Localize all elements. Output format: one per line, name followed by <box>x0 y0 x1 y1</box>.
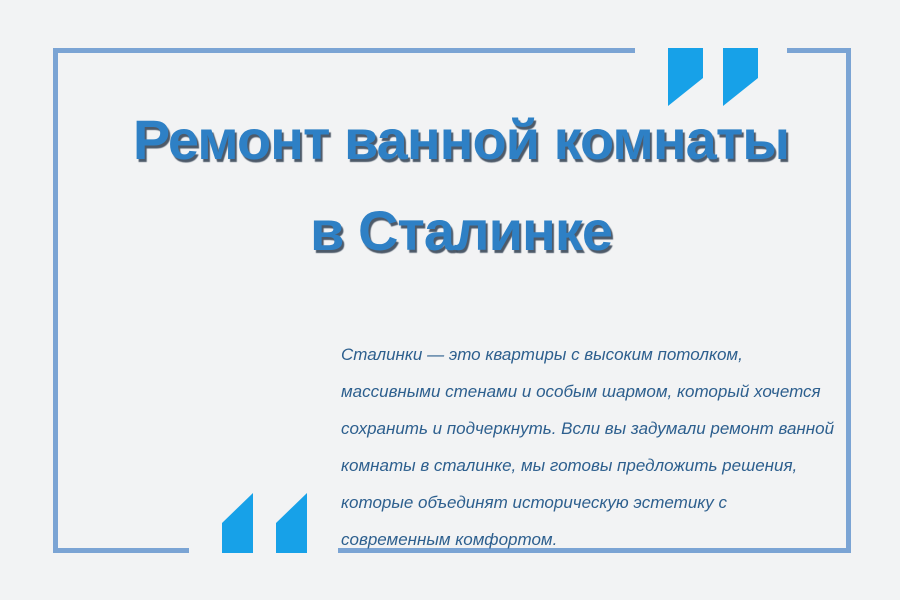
title-line-2: в Сталинке <box>310 199 612 262</box>
opening-quote-icon <box>222 493 307 553</box>
title-line-1: Ремонт ванной комнаты <box>132 108 790 171</box>
frame-border-bottom-left-segment <box>53 548 189 553</box>
frame-border-left <box>53 48 58 553</box>
description-text: Сталинки — это квартиры с высоким потолком, массивными стенами и особым шармом, который хочется сохранить и подчеркнуть. Всли вы задумали ремонт ванной комнаты в сталинке, мы готовы предложить решения, которые объединят историческую эстетику с современным комфортом. <box>341 345 835 549</box>
frame-border-top-left-segment <box>53 48 635 53</box>
page-title <box>62 94 860 276</box>
frame-border-top-right-segment <box>787 48 851 53</box>
